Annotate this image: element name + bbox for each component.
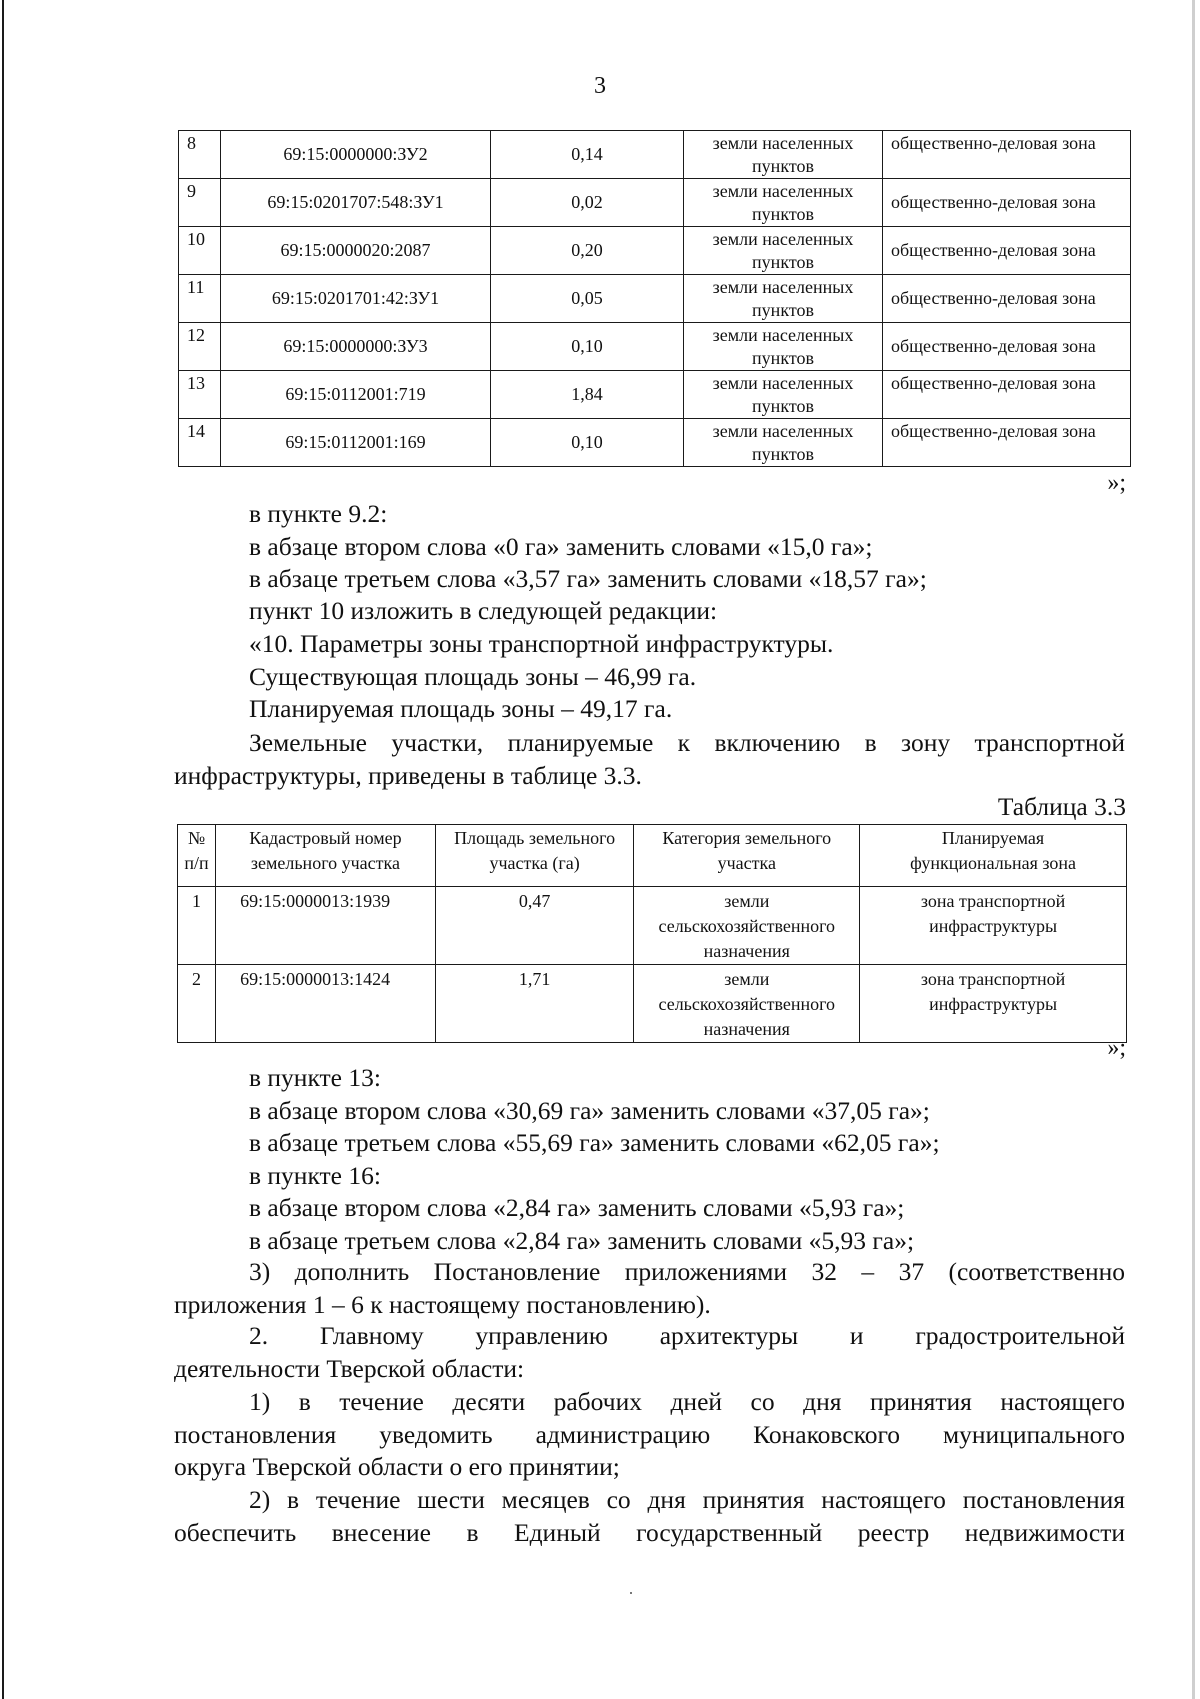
land-category: земли сельскохозяйственного назначения <box>634 965 860 1043</box>
functional-zone: общественно-деловая зона <box>891 288 1096 308</box>
paragraph-line: инфраструктуры, приведены в таблице 3.3. <box>174 761 642 790</box>
plot-area: 0,10 <box>571 336 603 356</box>
paragraph-line: Земельные участки, планируемые к включению в зону транспортной <box>249 728 1125 757</box>
land-category: земли населенных пунктов <box>684 131 883 179</box>
land-category: земли сельскохозяйственного назначения <box>634 887 860 965</box>
paragraph-line: 2. Главному управлению архитектуры и градостроительной <box>249 1321 1125 1350</box>
plot-area: 0,02 <box>571 192 603 212</box>
land-category: земли населенных пунктов <box>684 371 883 419</box>
scan-speck <box>630 1592 632 1594</box>
table-row <box>179 131 1131 179</box>
plot-area: 0,20 <box>571 240 603 260</box>
text-line: в абзаце втором слова «2,84 га» заменить словами «5,93 га»; <box>249 1193 905 1222</box>
table-3-3 <box>177 824 1127 1043</box>
text-line: в пункте 16: <box>249 1161 381 1190</box>
text-line: в абзаце втором слова «0 га» заменить словами «15,0 га»; <box>249 532 873 561</box>
row-number: 10 <box>187 229 205 249</box>
paragraph-line: 2) в течение шести месяцев со дня принятия настоящего постановления <box>249 1485 1125 1514</box>
functional-zone: зона транспортной инфраструктуры <box>860 887 1127 965</box>
cadastral-number: 69:15:0112001:169 <box>285 432 426 452</box>
row-number: 1 <box>178 887 216 965</box>
paragraph-line: 3) дополнить Постановление приложениями 32 – 37 (соответственно <box>249 1257 1125 1286</box>
plot-area: 1,84 <box>571 384 603 404</box>
plot-area: 0,10 <box>571 432 603 452</box>
table-row <box>178 887 1127 965</box>
scan-left-edge <box>2 0 4 1699</box>
row-number: 2 <box>178 965 216 1043</box>
functional-zone: общественно-деловая зона <box>891 133 1096 153</box>
table-row <box>179 323 1131 371</box>
table-row <box>179 227 1131 275</box>
closing-quote: »; <box>1107 1035 1126 1061</box>
text-line: «10. Параметры зоны транспортной инфраструктуры. <box>249 629 834 658</box>
header-area: Площадь земельного участка (га) <box>435 825 634 887</box>
table-row <box>179 419 1131 467</box>
cadastral-number: 69:15:0000000:ЗУ2 <box>283 144 428 164</box>
plot-area: 0,47 <box>435 887 634 965</box>
text-line: в абзаце третьем слова «2,84 га» заменить словами «5,93 га»; <box>249 1226 915 1255</box>
text-line: в пункте 13: <box>249 1063 381 1092</box>
page-number: 3 <box>594 73 606 99</box>
cadastral-number: 69:15:0201701:42:ЗУ1 <box>271 288 440 308</box>
text-line: в абзаце третьем слова «55,69 га» заменить словами «62,05 га»; <box>249 1128 940 1157</box>
table-row <box>179 179 1131 227</box>
row-number: 12 <box>187 325 205 345</box>
text-line: в абзаце втором слова «30,69 га» заменить словами «37,05 га»; <box>249 1096 930 1125</box>
land-category: земли населенных пунктов <box>684 419 883 467</box>
table-row <box>179 371 1131 419</box>
paragraph-line: 1) в течение десяти рабочих дней со дня принятия настоящего <box>249 1387 1125 1416</box>
land-category: земли населенных пунктов <box>684 275 883 323</box>
table-row <box>178 965 1127 1043</box>
text-line: пункт 10 изложить в следующей редакции: <box>249 596 718 625</box>
paragraph-line: обеспечить внесение в Единый государственный реестр недвижимости <box>174 1518 1125 1547</box>
header-number: № п/п <box>178 825 216 887</box>
land-category: земли населенных пунктов <box>684 179 883 227</box>
functional-zone: общественно-деловая зона <box>891 421 1096 441</box>
scan-right-edge <box>1192 0 1195 1699</box>
cadastral-number: 69:15:0000013:1424 <box>216 965 436 1043</box>
cadastral-number: 69:15:0000020:2087 <box>280 240 431 260</box>
paragraph-line: округа Тверской области о его принятии; <box>174 1452 620 1481</box>
functional-zone: общественно-деловая зона <box>891 373 1096 393</box>
row-number: 8 <box>187 133 196 153</box>
functional-zone: зона транспортной инфраструктуры <box>860 965 1127 1043</box>
closing-quote: »; <box>1107 470 1126 496</box>
row-number: 9 <box>187 181 196 201</box>
functional-zone: общественно-деловая зона <box>891 336 1096 356</box>
row-number: 14 <box>187 421 205 441</box>
plot-area: 0,05 <box>571 288 603 308</box>
paragraph-line: постановления уведомить администрацию Конаковского муниципального <box>174 1420 1125 1449</box>
land-category: земли населенных пунктов <box>684 227 883 275</box>
table-header-row <box>178 825 1127 887</box>
functional-zone: общественно-деловая зона <box>891 192 1096 212</box>
header-cadastral: Кадастровый номер земельного участка <box>216 825 436 887</box>
text-line: в пункте 9.2: <box>249 499 388 528</box>
header-zone: Планируемая функциональная зона <box>860 825 1127 887</box>
plot-area: 0,14 <box>571 144 603 164</box>
cadastral-number: 69:15:0201707:548:ЗУ1 <box>267 192 444 212</box>
cadastral-number: 69:15:0000013:1939 <box>216 887 436 965</box>
cadastral-number: 69:15:0000000:ЗУ3 <box>283 336 428 356</box>
land-category: земли населенных пунктов <box>684 323 883 371</box>
text-line: Существующая площадь зоны – 46,99 га. <box>249 662 697 691</box>
plot-area: 1,71 <box>435 965 634 1043</box>
functional-zone: общественно-деловая зона <box>891 240 1096 260</box>
paragraph-line: деятельности Тверской области: <box>174 1354 525 1383</box>
table-caption: Таблица 3.3 <box>997 792 1126 821</box>
text-line: в абзаце третьем слова «3,57 га» заменить словами «18,57 га»; <box>249 564 927 593</box>
text-line: Планируемая площадь зоны – 49,17 га. <box>249 694 673 723</box>
cadastral-number: 69:15:0112001:719 <box>285 384 426 404</box>
row-number: 11 <box>187 277 205 297</box>
table-row <box>179 275 1131 323</box>
paragraph-line: приложения 1 – 6 к настоящему постановлению). <box>174 1290 711 1319</box>
land-plots-table-continued <box>178 130 1131 467</box>
header-category: Категория земельного участка <box>634 825 860 887</box>
row-number: 13 <box>187 373 205 393</box>
